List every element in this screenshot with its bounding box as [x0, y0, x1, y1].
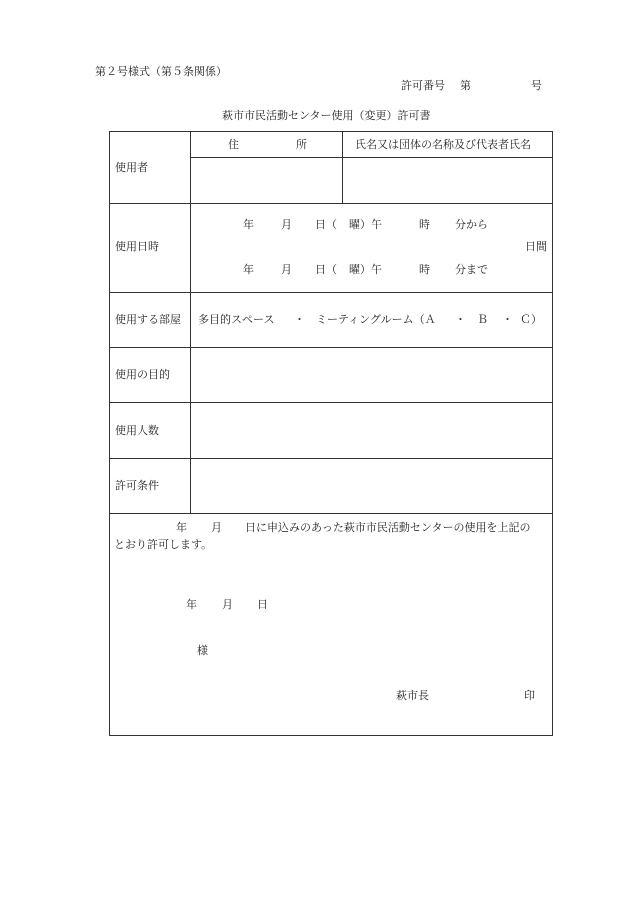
- seal-mark: 印: [524, 689, 535, 702]
- end-hour: 時: [419, 263, 430, 276]
- conditions-label: 許可条件: [115, 479, 159, 492]
- document-title: 萩市市民活動センター使用（変更）許可書: [222, 109, 431, 122]
- name-field[interactable]: [343, 158, 551, 202]
- address-field[interactable]: [191, 158, 341, 202]
- room-option-multipurpose[interactable]: 多目的スペース: [198, 313, 275, 326]
- start-day: 日（: [315, 218, 337, 231]
- room-separator-dot: ・: [294, 313, 305, 326]
- recipient-honorific: 様: [197, 644, 208, 657]
- start-hour: 時: [419, 218, 430, 231]
- room-separator-dot: ・: [455, 313, 466, 326]
- approval-month: 月: [211, 521, 222, 534]
- purpose-label: 使用の目的: [115, 368, 170, 381]
- issuer-title: 萩市長: [396, 689, 429, 702]
- room-option-meeting-a[interactable]: ミーティングルーム（Ａ: [316, 313, 436, 326]
- room-option-meeting-c[interactable]: Ｃ）: [520, 313, 542, 326]
- headcount-field[interactable]: [191, 403, 551, 457]
- start-minute: 分から: [455, 218, 488, 231]
- permit-number-prefix: 第: [460, 79, 471, 92]
- room-separator-dot: ・: [502, 313, 513, 326]
- start-weekday: 曜）午: [349, 218, 382, 231]
- conditions-field[interactable]: [191, 459, 551, 512]
- user-label: 使用者: [115, 161, 148, 174]
- form-number: 第２号様式（第５条関係）: [95, 65, 227, 78]
- start-year: 年: [243, 218, 254, 231]
- end-weekday: 曜）午: [349, 263, 382, 276]
- approval-statement-text: 日に申込みのあった萩市市民活動センターの使用を上記の: [245, 521, 531, 534]
- headcount-label: 使用人数: [115, 424, 159, 437]
- room-label: 使用する部屋: [115, 313, 181, 326]
- permit-number-label: 許可番号: [401, 79, 445, 92]
- address-heading-left: 住: [228, 138, 239, 151]
- end-year: 年: [243, 263, 254, 276]
- end-day: 日（: [315, 263, 337, 276]
- room-option-meeting-b[interactable]: Ｂ: [477, 313, 488, 326]
- name-heading: 氏名又は団体の名称及び代表者氏名: [355, 138, 531, 151]
- issue-day: 日: [257, 598, 268, 611]
- end-minute: 分まで: [455, 263, 488, 276]
- start-month: 月: [281, 218, 292, 231]
- issue-month: 月: [222, 598, 233, 611]
- purpose-field[interactable]: [191, 348, 551, 401]
- approval-statement-line2: とおり許可します。: [114, 538, 213, 551]
- approval-year: 年: [176, 521, 187, 534]
- issue-year: 年: [186, 598, 197, 611]
- days-count-label: 日間: [525, 240, 547, 253]
- datetime-label: 使用日時: [115, 240, 159, 253]
- permit-number-suffix: 号: [531, 79, 542, 92]
- address-heading-right: 所: [296, 138, 307, 151]
- end-month: 月: [281, 263, 292, 276]
